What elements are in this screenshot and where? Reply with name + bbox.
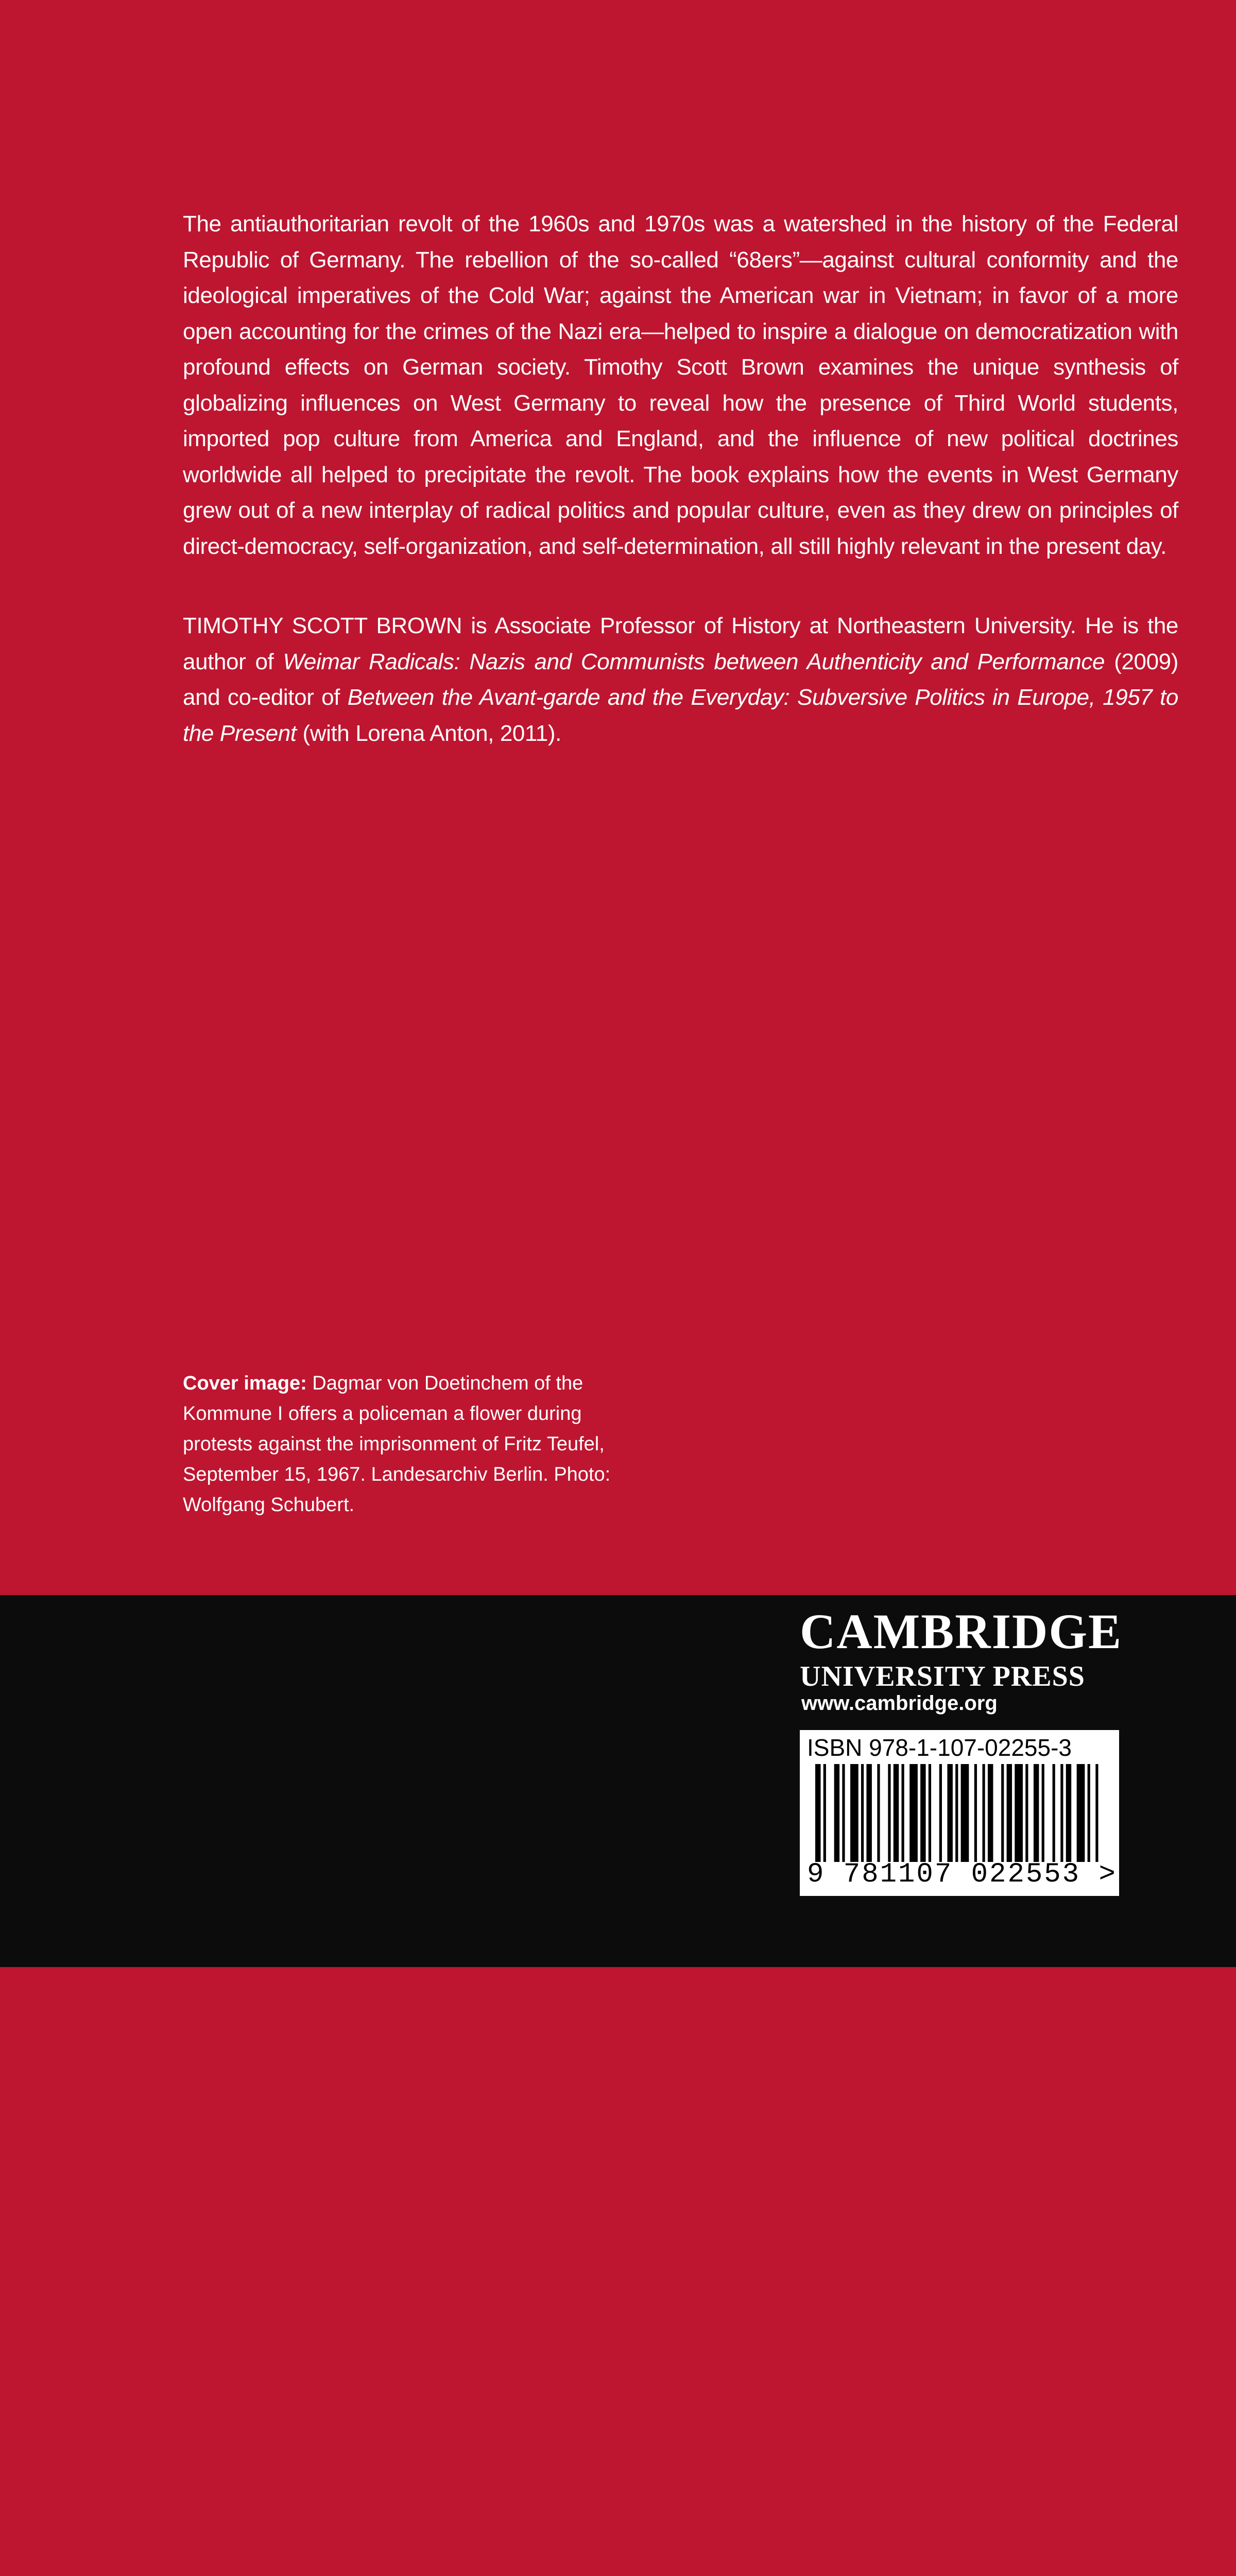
barcode-bar [988,1764,993,1862]
barcode-bar [1053,1764,1055,1862]
publisher-name: CAMBRIDGE [800,1604,1123,1659]
barcode-digits: 9 781107 022553 > [807,1859,1117,1890]
book-title-between-avant-garde: Between the Avant-garde and the Everyday: Subversive Politics in Europe, 1957 to the Present [183,685,1178,746]
cover-image-caption: Dagmar von Doetinchem of the Kommune I offers a policeman a flower during protests against the imprisonment of Fritz Teufel, September 15, 1967. Landesarchiv Berlin. Photo: Wolfgang Schubert. [183,1372,611,1516]
author-bio-text: TIMOTHY SCOTT BROWN is Associate Professor of History at Northeastern University. He is the author of [183,613,1178,674]
author-bio-text: (2009) and co-editor of [183,649,1178,710]
author-bio [183,608,1178,751]
barcode-bar [815,1764,820,1862]
barcode-bar [982,1764,985,1862]
barcode-bar [842,1764,845,1862]
barcode-bar [920,1764,925,1862]
barcode-bar [1095,1764,1098,1862]
cover-image-credit [183,1368,636,1520]
book-title-weimar-radicals: Weimar Radicals: Nazis and Communists between Authenticity and Performance [283,649,1105,674]
barcode-bar [955,1764,958,1862]
barcode-bar [974,1764,977,1862]
barcode-bar [1088,1764,1090,1862]
author-bio-text: (with Lorena Anton, 2011). [296,720,561,746]
barcode-bar [1042,1764,1044,1862]
publisher-website: www.cambridge.org [801,1692,998,1715]
publisher-subname: UNIVERSITY PRESS [800,1660,1085,1692]
barcode-bar [894,1764,899,1862]
barcode-bar [1025,1764,1028,1862]
publisher-logo [800,1603,1124,1693]
barcode-bar [1007,1764,1012,1862]
isbn-number: ISBN 978-1-107-02255-3 [807,1734,1072,1761]
barcode-bar [866,1764,871,1862]
barcode-bar [823,1764,826,1862]
barcode-bar [850,1764,859,1862]
barcode-bar [834,1764,839,1862]
barcode-bar [888,1764,890,1862]
cover-image-label: Cover image: [183,1372,307,1394]
barcode-bar [929,1764,931,1862]
barcode-bar [1015,1764,1023,1862]
barcode-bars [815,1764,1104,1862]
barcode-bar [1077,1764,1085,1862]
barcode-bar [961,1764,969,1862]
barcode-bar [861,1764,864,1862]
barcode-bar [901,1764,904,1862]
barcode-bar [909,1764,918,1862]
barcode-bar [1060,1764,1063,1862]
barcode-bar [1034,1764,1039,1862]
barcode-bar [947,1764,952,1862]
barcode-bar [877,1764,880,1862]
barcode-bar [1001,1764,1004,1862]
book-description: The antiauthoritarian revolt of the 1960s and 1970s was a watershed in the history of the Federal Republic of Germany. The rebellion of the so-called “68ers”—against cultural conformity and the ideological imperatives of the Cold War; against the American war in Vietnam; in favor of a more open accounting for the crimes of the Nazi era—helped to inspire a dialogue on democratization with profound effects on German society. Timothy Scott Brown examines the unique synthesis of globalizing influences on West Germany to reveal how the presence of Third World students, imported pop culture from America and England, and the influence of new political doctrines worldwide all helped to precipitate the revolt. The book explains how the events in West Germany grew out of a new interplay of radical politics and popular culture, even as they drew on principles of direct-democracy, self-organization, and self-determination, all still highly relevant in the present day. [183,211,1178,559]
barcode-bar [1066,1764,1071,1862]
barcode-bar [939,1764,942,1862]
isbn-barcode [800,1730,1119,1896]
